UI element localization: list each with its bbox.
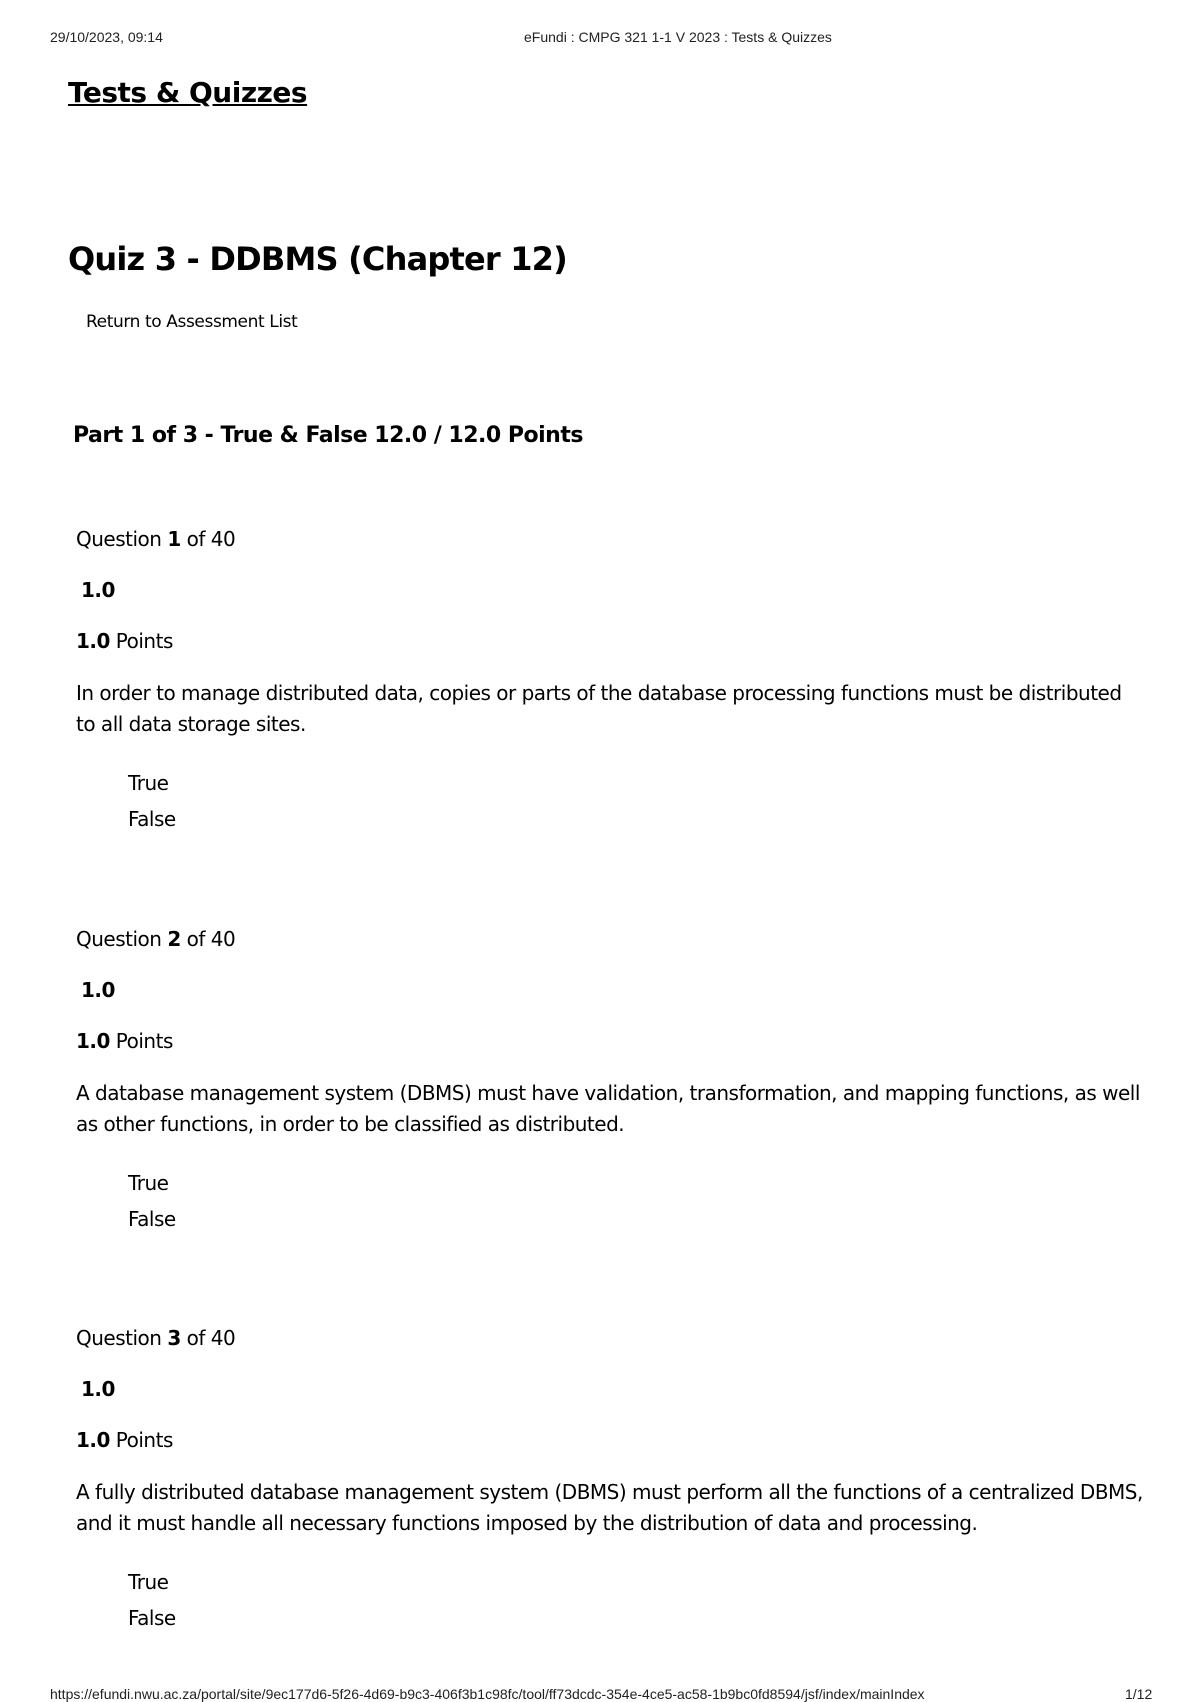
print-page-title: eFundi : CMPG 321 1-1 V 2023 : Tests & Quizzes xyxy=(524,29,832,45)
question-score: 1.0 xyxy=(81,1377,115,1401)
answer-option-false[interactable]: False xyxy=(128,1207,176,1231)
answer-options xyxy=(128,1569,176,1641)
print-page-number: 1/12 xyxy=(1125,1686,1153,1702)
answer-option-true[interactable]: True xyxy=(128,771,169,795)
question-text: A database management system (DBMS) must have validation, transformation, and mapping functions, as well as other functions, in order to be classified as distributed. xyxy=(76,1081,1140,1136)
print-datetime: 29/10/2023, 09:14 xyxy=(50,29,163,45)
question-score: 1.0 xyxy=(81,978,115,1002)
tool-title: Tests & Quizzes xyxy=(68,76,308,109)
answer-option-true[interactable]: True xyxy=(128,1171,169,1195)
part-title: Part 1 of 3 - True & False 12.0 / 12.0 Points xyxy=(73,423,583,448)
question-points: 1.0 Points xyxy=(76,1029,173,1053)
question-number: Question 1 of 40 xyxy=(76,527,236,551)
question-number: Question 3 of 40 xyxy=(76,1326,236,1350)
answer-options xyxy=(128,770,176,842)
question-number: Question 2 of 40 xyxy=(76,927,236,951)
quiz-title: Quiz 3 - DDBMS (Chapter 12) xyxy=(68,240,567,278)
answer-option-true[interactable]: True xyxy=(128,1570,169,1594)
question-text: In order to manage distributed data, copies or parts of the database processing functions must be distributed to all data storage sites. xyxy=(76,681,1122,736)
print-url: https://efundi.nwu.ac.za/portal/site/9ec177d6-5f26-4d69-b9c3-406f3b1c98fc/tool/ff73dcdc-354e-4ce5-ac58-1b9bc0fd8594/jsf/index/mainIndex xyxy=(50,1686,925,1702)
answer-options xyxy=(128,1170,176,1242)
question-score: 1.0 xyxy=(81,578,115,602)
question-points: 1.0 Points xyxy=(76,1428,173,1452)
question-text: A fully distributed database management system (DBMS) must perform all the functions of a centralized DBMS, and it must handle all necessary functions imposed by the distribution of data and processing. xyxy=(76,1480,1143,1535)
answer-option-false[interactable]: False xyxy=(128,1606,176,1630)
return-to-assessment-list-link[interactable]: Return to Assessment List xyxy=(86,312,298,332)
question-points: 1.0 Points xyxy=(76,629,173,653)
answer-option-false[interactable]: False xyxy=(128,807,176,831)
